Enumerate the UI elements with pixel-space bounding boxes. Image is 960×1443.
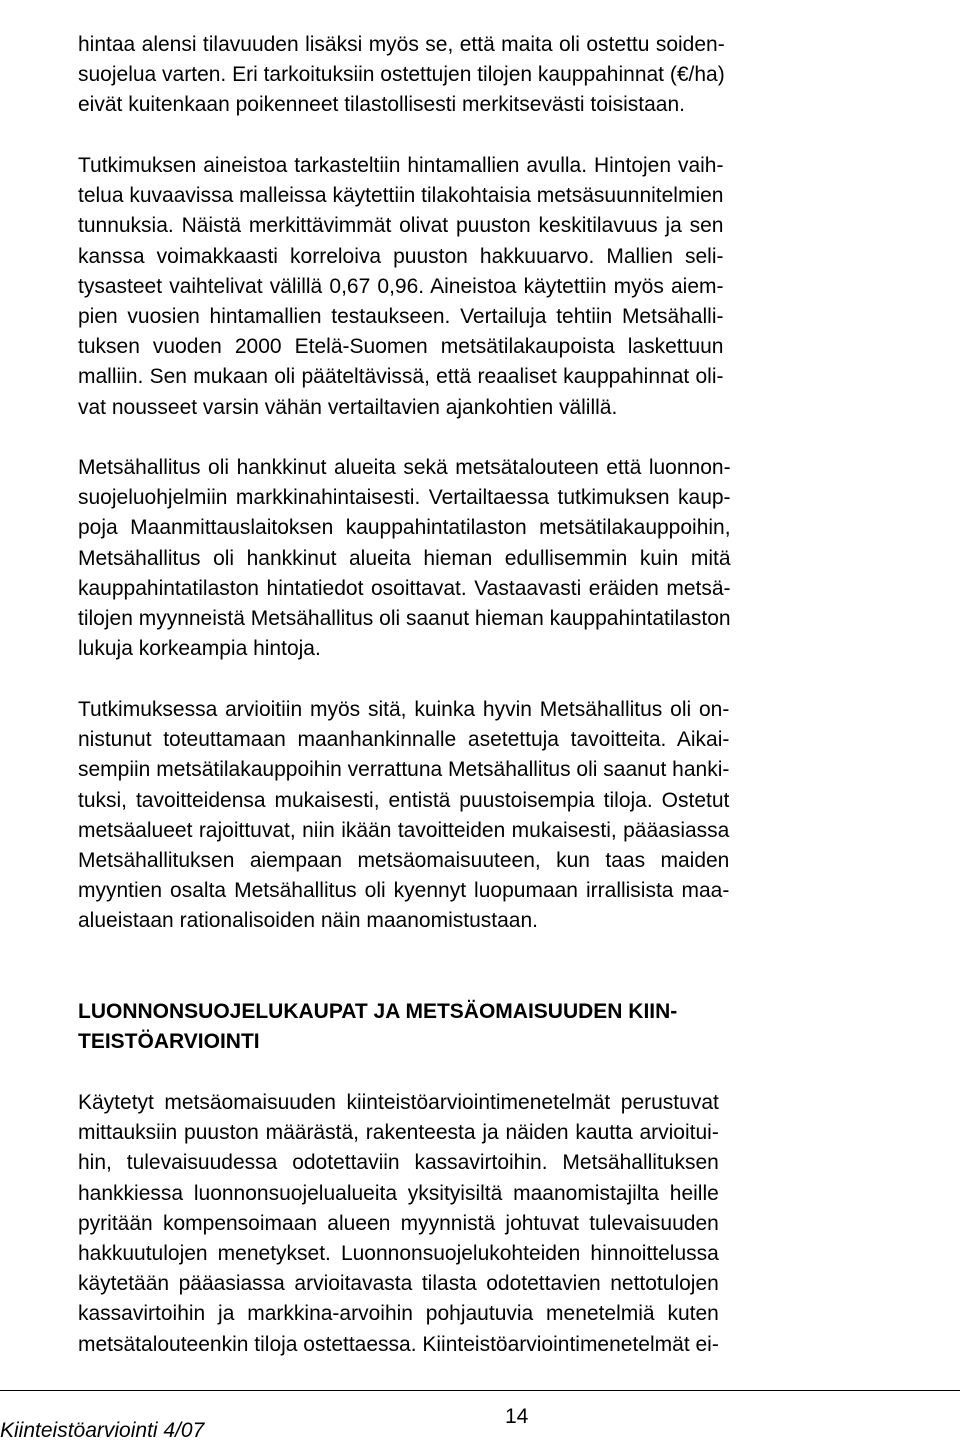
- paragraph-line: nistunut toteuttamaan maanhankinnalle asetettuja tavoitteita. Aikai-: [78, 728, 730, 752]
- paragraph-line: suojelua varten. Eri tarkoituksiin ostettujen tilojen kauppahinnat (€/ha): [78, 63, 725, 87]
- paragraph-line: Metsähallitus oli hankkinut alueita sekä metsätalouteen että luonnon-: [78, 456, 731, 479]
- heading-line: TEISTÖARVIOINTI: [78, 1030, 260, 1054]
- paragraph-line: poja Maanmittauslaitoksen kauppahintatilaston metsätilakauppoihin,: [78, 516, 731, 540]
- paragraph-line: kassavirtoihin ja markkina-arvoihin pohjautuvia menetelmiä kuten: [78, 1302, 719, 1326]
- paragraph-line: myyntien osalta Metsähallitus oli kyennyt luopumaan irrallisista maa-: [78, 879, 730, 903]
- section-heading: [78, 997, 677, 1057]
- paragraph-line: telua kuvaavissa malleissa käytettiin tilakohtaisia metsäsuunnitelmien: [78, 184, 724, 208]
- paragraph-1: [78, 30, 725, 121]
- heading-line: LUONNONSUOJELUKAUPAT JA METSÄOMAISUUDEN KIIN-: [78, 1000, 678, 1023]
- paragraph-4: [78, 695, 729, 937]
- paragraph-line: tilojen myynneistä Metsähallitus oli saanut hieman kauppahintatilaston: [78, 607, 731, 631]
- paragraph-line: pyritään kompensoimaan alueen myynnistä johtuvat tulevaisuuden: [78, 1211, 719, 1235]
- paragraph-line: lukuja korkeampia hintoja.: [78, 637, 321, 661]
- paragraph-line: Tutkimuksen aineistoa tarkasteltiin hintamallien avulla. Hintojen vaih-: [78, 154, 724, 177]
- paragraph-line: hintaa alensi tilavuuden lisäksi myös se, että maita oli ostettu soiden-: [78, 33, 725, 56]
- paragraph-line: metsäalueet rajoittuvat, niin ikään tavoitteiden mukaisesti, pääasiassa: [78, 818, 730, 842]
- paragraph-line: eivät kuitenkaan poikenneet tilastollisesti merkitsevästi toisistaan.: [78, 93, 685, 117]
- paragraph-line: hakkuutulojen menetykset. Luonnonsuojelukohteiden hinnoittelussa: [78, 1242, 719, 1266]
- paragraph-line: kauppahintatilaston hintatiedot osoittavat. Vastaavasti eräiden metsä-: [78, 576, 731, 600]
- footer-divider: [0, 1390, 960, 1391]
- paragraph-3: [78, 453, 731, 664]
- paragraph-line: kanssa voimakkaasti korreloiva puuston hakkuuarvo. Mallien seli-: [78, 244, 724, 268]
- paragraph-line: Käytetyt metsäomaisuuden kiinteistöarviointimenetelmät perustuvat: [78, 1091, 719, 1114]
- paragraph-line: metsätalouteenkin tiloja ostettaessa. Kiinteistöarviointimenetelmät ei-: [78, 1332, 719, 1356]
- paragraph-line: malliin. Sen mukaan oli pääteltävissä, että reaaliset kauppahinnat oli-: [78, 365, 724, 389]
- paragraph-line: sempiin metsätilakauppoihin verrattuna Metsähallitus oli saanut hanki-: [78, 758, 730, 782]
- publication-title: Kiinteistöarviointi 4/07: [0, 1419, 205, 1442]
- paragraph-line: hankkiessa luonnonsuojelualueita yksityisiltä maanomistajilta heille: [78, 1181, 719, 1205]
- paragraph-line: suojeluohjelmiin markkinahintaisesti. Vertailtaessa tutkimuksen kaup-: [78, 486, 731, 510]
- paragraph-line: tuksi, tavoitteidensa mukaisesti, entistä puustoisempia tiloja. Ostetut: [78, 788, 730, 812]
- paragraph-line: Tutkimuksessa arvioitiin myös sitä, kuinka hyvin Metsähallitus oli on-: [78, 698, 730, 721]
- paragraph-2: [78, 151, 723, 423]
- paragraph-line: Metsähallituksen aiempaan metsäomaisuuteen, kun taas maiden: [78, 849, 730, 873]
- paragraph-line: hin, tulevaisuudessa odotettaviin kassavirtoihin. Metsähallituksen: [78, 1151, 719, 1175]
- paragraph-line: tunnuksia. Näistä merkittävimmät olivat puuston keskitilavuus ja sen: [78, 214, 724, 238]
- paragraph-line: tysasteet vaihtelivat välillä 0,67 0,96. Aineistoa käytettiin myös aiem-: [78, 274, 724, 298]
- page-number: 14: [505, 1405, 529, 1428]
- paragraph-line: pien vuosien hintamallien testaukseen. Vertailuja tehtiin Metsähalli-: [78, 305, 724, 329]
- paragraph-line: alueistaan rationalisoiden näin maanomistustaan.: [78, 909, 538, 933]
- paragraph-5: [78, 1088, 719, 1360]
- paragraph-line: käytetään pääasiassa arvioitavasta tilasta odotettavien nettotulojen: [78, 1272, 719, 1296]
- paragraph-line: vat nousseet varsin vähän vertailtavien ajankohtien välillä.: [78, 395, 618, 419]
- paragraph-line: Metsähallitus oli hankkinut alueita hieman edullisemmin kuin mitä: [78, 546, 731, 570]
- paragraph-line: mittauksiin puuston määrästä, rakenteesta ja näiden kautta arvioitui-: [78, 1121, 719, 1145]
- paragraph-line: tuksen vuoden 2000 Etelä-Suomen metsätilakaupoista laskettuun: [78, 335, 724, 359]
